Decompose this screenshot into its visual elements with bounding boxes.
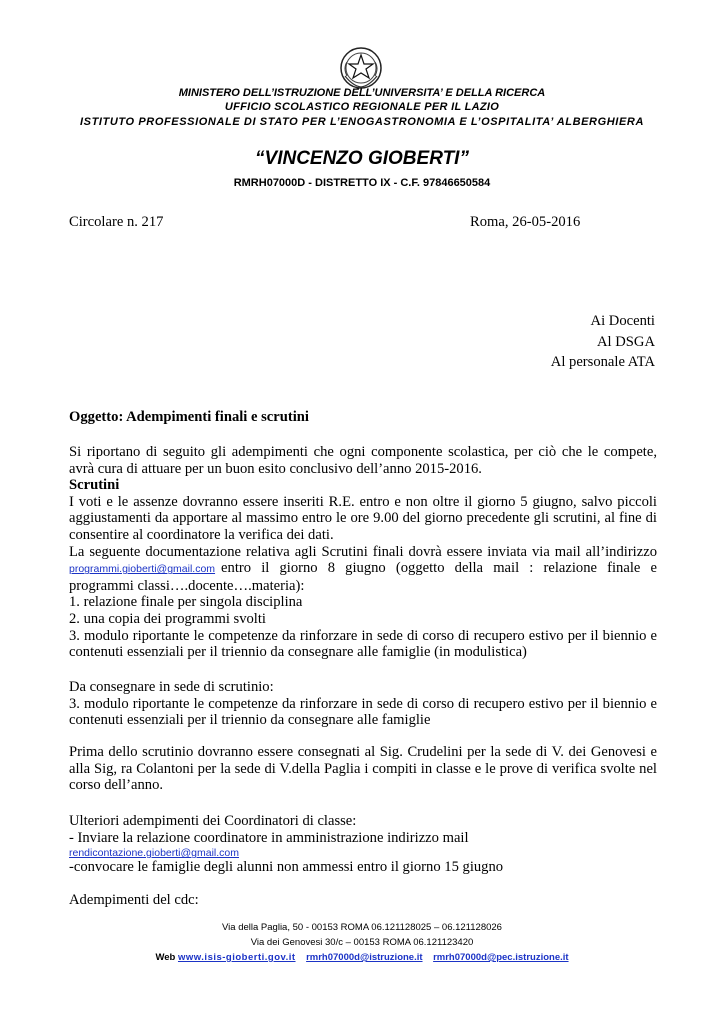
prima-line: Prima dello scrutinio dovranno essere consegnati al Sig. Crudelini per la sede di V. dei Genovesi e <box>69 744 657 760</box>
intro-line: avrà cura di attuare per un buon esito conclusivo dell’anno 2015-2016. <box>69 460 482 477</box>
footer-address-2: Via dei Genovesi 30/c – 00153 ROMA 06.121123420 <box>250 937 474 948</box>
coordinatori-block <box>69 813 657 876</box>
recipients-block <box>551 311 655 373</box>
coordinatori-line: -convocare le famiglie degli alunni non ammessi entro il giorno 15 giugno <box>69 859 504 876</box>
recipient: Al DSGA <box>597 333 655 350</box>
scrutini-line: aggiustamenti da apportare al massimo entro le ore 9.00 del giorno precedente gli scrutini, al fine di <box>69 510 657 527</box>
coordinatori-line: - Inviare la relazione coordinatore in amministrazione indirizzo mail <box>69 829 469 846</box>
footer-contacts <box>0 952 724 963</box>
pec-email-link[interactable]: rmrh07000d@pec.istruzione.it <box>433 952 569 963</box>
list-item: 3. modulo riportante le competenze da rinforzare in sede di corso di recupero estivo per il biennio e <box>69 627 657 644</box>
programmi-email-link[interactable]: programmi.gioberti@gmail.com <box>69 563 216 576</box>
list-item: 2. una copia dei programmi svolti <box>69 610 266 627</box>
footer-address-1: Via della Paglia, 50 - 00153 ROMA 06.121128025 – 06.121128026 <box>222 922 502 933</box>
italian-republic-emblem-icon <box>339 46 383 90</box>
list-item: 1. relazione finale per singola disciplina <box>69 594 303 611</box>
recipient: Al personale ATA <box>550 354 655 370</box>
regional-office-line: UFFICIO SCOLASTICO REGIONALE PER IL LAZIO <box>224 101 500 113</box>
scrutini-line: entro il giorno 8 giugno (oggetto della mail : relazione finale e <box>221 560 657 577</box>
consegna-line: Da consegnare in sede di scrutinio: <box>69 679 274 695</box>
institute-line: ISTITUTO PROFESSIONALE DI STATO PER L’ENOGASTRONOMIA E L’OSPITALITA’ ALBERGHIERA <box>79 116 644 128</box>
prima-line: corso dell’anno. <box>69 777 164 794</box>
body-text <box>69 444 657 661</box>
scrutini-line: I voti e le assenze dovranno essere inseriti R.E. entro e non oltre il giorno 5 giugno, salvo piccoli <box>69 493 657 510</box>
place-date: Roma, 26-05-2016 <box>470 214 581 230</box>
ministry-line: MINISTERO DELL’ISTRUZIONE DELL’UNIVERSITA’ E DELLA RICERCA <box>178 87 546 99</box>
scrutini-line: programmi classi….docente….materia): <box>69 577 305 594</box>
prima-block <box>69 744 657 794</box>
school-codes: RMRH07000D - DISTRETTO IX - C.F. 97846650584 <box>233 177 491 189</box>
scrutini-line: La seguente documentazione relativa agli Scrutini finali dovrà essere inviata via mail all’indirizzo <box>69 543 657 560</box>
web-label: Web <box>155 952 176 963</box>
consegna-line: 3. modulo riportante le competenze da rinforzare in sede di corso di recupero estivo per il biennio e <box>69 695 657 712</box>
list-item: contenuti essenziali per il triennio da consegnare alle famiglie (in modulistica) <box>69 644 527 661</box>
rendicontazione-email-link[interactable]: rendicontazione.gioberti@gmail.com <box>69 847 239 860</box>
intro-line: Si riportano di seguito gli adempimenti che ogni componente scolastica, per ciò che le compete, <box>69 444 657 460</box>
scrutini-email-line <box>69 560 657 578</box>
institutional-email-link[interactable]: rmrh07000d@istruzione.it <box>306 952 423 963</box>
subject-line: Oggetto: Adempimenti finali e scrutini <box>69 409 309 425</box>
recipient: Ai Docenti <box>590 313 655 329</box>
coordinatori-line: Ulteriori adempimenti dei Coordinatori di classe: <box>69 813 357 829</box>
school-name: “VINCENZO GIOBERTI” <box>255 148 469 169</box>
consegna-line: contenuti essenziali per il triennio da consegnare alle famiglie <box>69 712 431 729</box>
website-link[interactable]: www.isis-gioberti.gov.it <box>177 952 296 963</box>
scrutini-line: consentire al coordinatore la verifica dei dati. <box>69 526 334 543</box>
prima-line: alla Sig, ra Colantoni per la sede di V.della Paglia i compiti in classe e le prove di verifica svolte nel <box>69 760 657 777</box>
cdc-heading: Adempimenti del cdc: <box>69 892 199 908</box>
circolare-number: Circolare n. 217 <box>69 214 164 230</box>
consegna-block <box>69 679 657 729</box>
section-heading-scrutini: Scrutini <box>69 477 120 494</box>
